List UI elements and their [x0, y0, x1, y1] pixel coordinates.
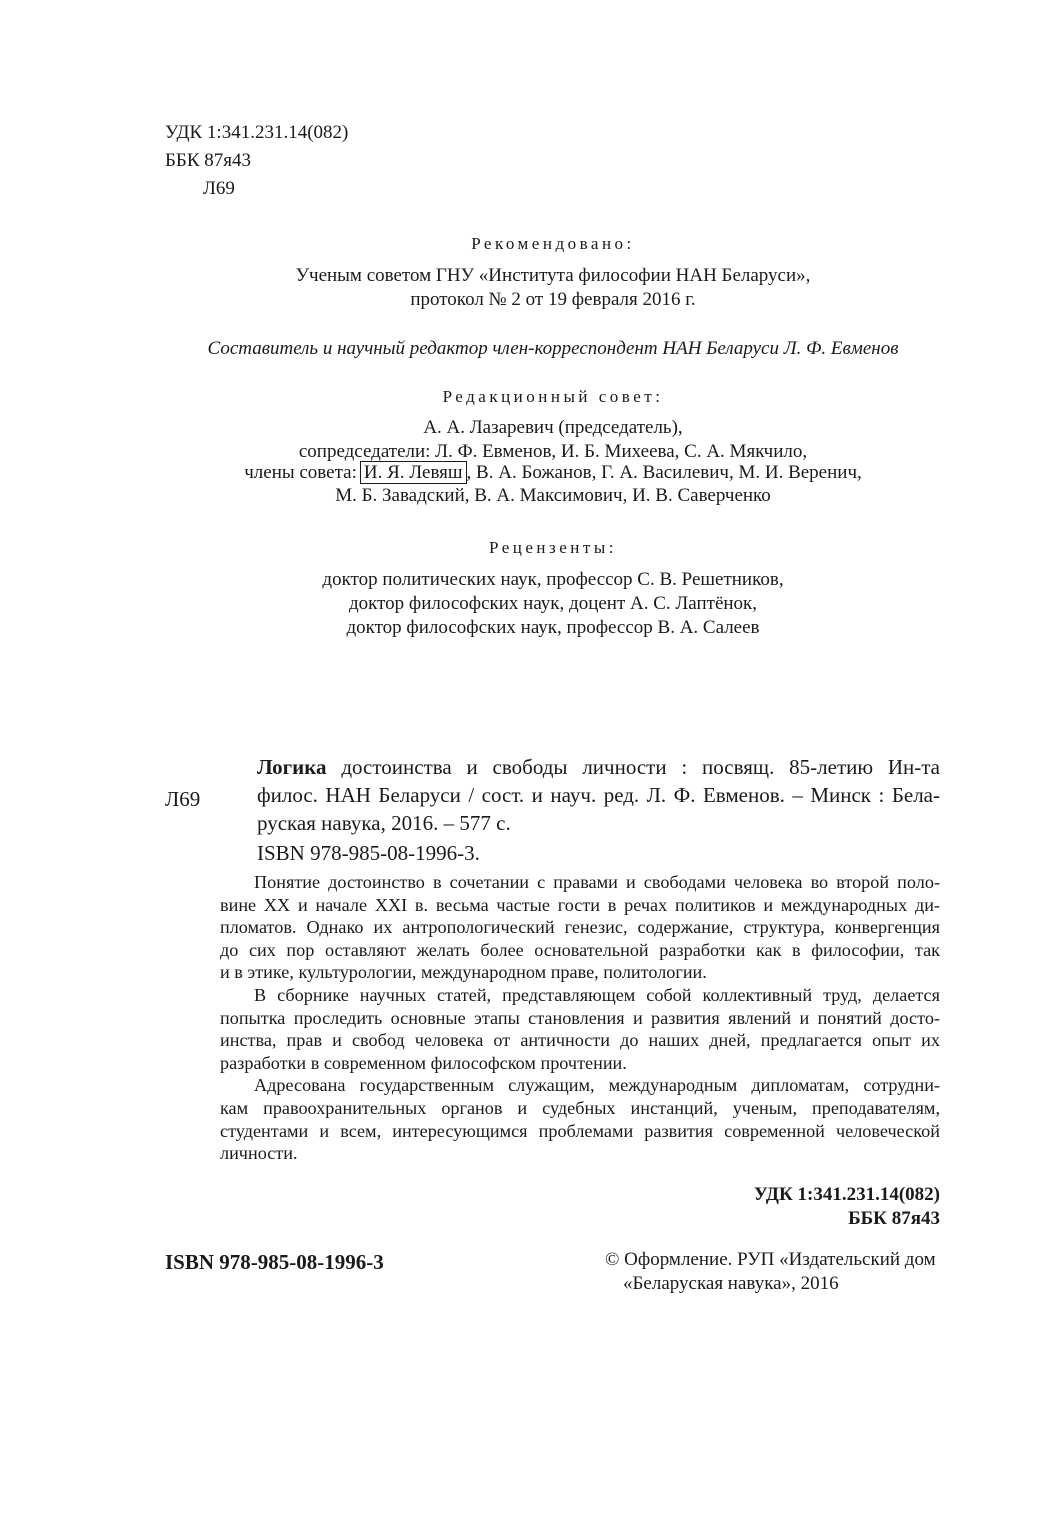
author-mark: Л69 — [203, 178, 235, 199]
annotation-line: попытка проследить основные этапы становления и развития явлений и понятий досто- — [220, 1007, 940, 1028]
bib-line-2: филос. НАН Беларуси / сост. и науч. ред. Л. Ф. Евменов. – Минск : Бела- — [257, 783, 940, 807]
annotation — [220, 871, 940, 1165]
bib-isbn: ISBN 978-985-08-1996-3. — [257, 841, 480, 865]
footer-isbn: ISBN 978-985-08-1996-3 — [165, 1250, 384, 1274]
members-label: члены совета: — [244, 462, 357, 483]
editorial-board-cochairs: сопредседатели: Л. Ф. Евменов, И. Б. Михеева, С. А. Мякчило, — [298, 441, 808, 462]
bbk-code: ББК 87я43 — [165, 150, 251, 171]
bib-title-rest: достоинства и свободы личности : посвящ. 85-летию Ин-та — [326, 755, 940, 779]
annotation-line: вине XX и начале XXI в. весьма частые гости в речах политиков и международных ди- — [220, 894, 940, 915]
annotation-line: В сборнике научных статей, представляющем собой коллективный труд, делается — [254, 984, 940, 1005]
editorial-board-members — [0, 461, 1058, 485]
deceased-member-box: И. Я. Левяш — [360, 461, 467, 484]
copyright-line-2: «Беларуская навука», 2016 — [623, 1273, 839, 1294]
annotation-line: и в этике, культурологии, международном праве, политологии. — [220, 962, 707, 983]
annotation-line: личности. — [220, 1143, 298, 1164]
annotation-line: разработки в современном философском прочтении. — [220, 1052, 627, 1073]
recommended-line-2: протокол № 2 от 19 февраля 2016 г. — [410, 289, 696, 310]
footer-bbk: ББК 87я43 — [848, 1208, 940, 1229]
compiler-line: Составитель и научный редактор член-корреспондент НАН Беларуси Л. Ф. Евменов — [207, 338, 899, 359]
bib-entry — [257, 753, 940, 867]
editorial-board-chair: А. А. Лазаревич (председатель), — [423, 417, 683, 438]
reviewer-2: доктор философских наук, доцент А. С. Лаптёнок, — [348, 593, 758, 614]
bib-title-bold: Логика — [257, 755, 327, 779]
editorial-board-members-cont: М. Б. Завадский, В. А. Максимович, И. В. Саверченко — [335, 485, 771, 506]
annotation-line: кам правоохранительных органов и судебных инстанций, ученым, преподавателям, — [220, 1097, 940, 1118]
footer-udk: УДК 1:341.231.14(082) — [753, 1184, 940, 1205]
bib-author-mark: Л69 — [165, 787, 201, 811]
recommended-heading: Рекомендовано: — [471, 234, 635, 253]
members-list: , В. А. Божанов, Г. А. Василевич, М. И. Веренич, — [466, 462, 862, 483]
udk-code: УДК 1:341.231.14(082) — [165, 122, 349, 143]
reviewer-1: доктор политических наук, профессор С. В. Решетников, — [322, 569, 784, 590]
annotation-line: инства, прав и свобод человека от античности до наших дней, предлагается опыт их — [220, 1030, 940, 1051]
annotation-line: до сих пор оставляют желать более основательной разработки как в философии, так — [220, 939, 940, 960]
reviewers-heading: Рецензенты: — [489, 538, 617, 557]
annotation-line: Понятие достоинство в сочетании с правами и свободами человека во второй поло- — [254, 872, 940, 892]
bib-line-1 — [257, 753, 940, 781]
recommended-line-1: Ученым советом ГНУ «Института философии НАН Беларуси», — [295, 265, 811, 286]
copyright-line-1: © Оформление. РУП «Издательский дом — [605, 1249, 936, 1270]
annotation-line: пломатов. Однако их антропологический генезис, содержание, структура, конвергенция — [220, 917, 940, 938]
reviewer-3: доктор философских наук, профессор В. А. Салеев — [346, 617, 760, 638]
annotation-line: студентами и всем, интересующимся проблемами развития современной человеческой — [220, 1120, 940, 1141]
editorial-board-heading: Редакционный совет: — [442, 387, 664, 406]
bib-line-3: руская навука, 2016. – 577 с. — [257, 811, 511, 835]
annotation-line: Адресована государственным служащим, международным дипломатам, сотрудни- — [254, 1075, 940, 1096]
